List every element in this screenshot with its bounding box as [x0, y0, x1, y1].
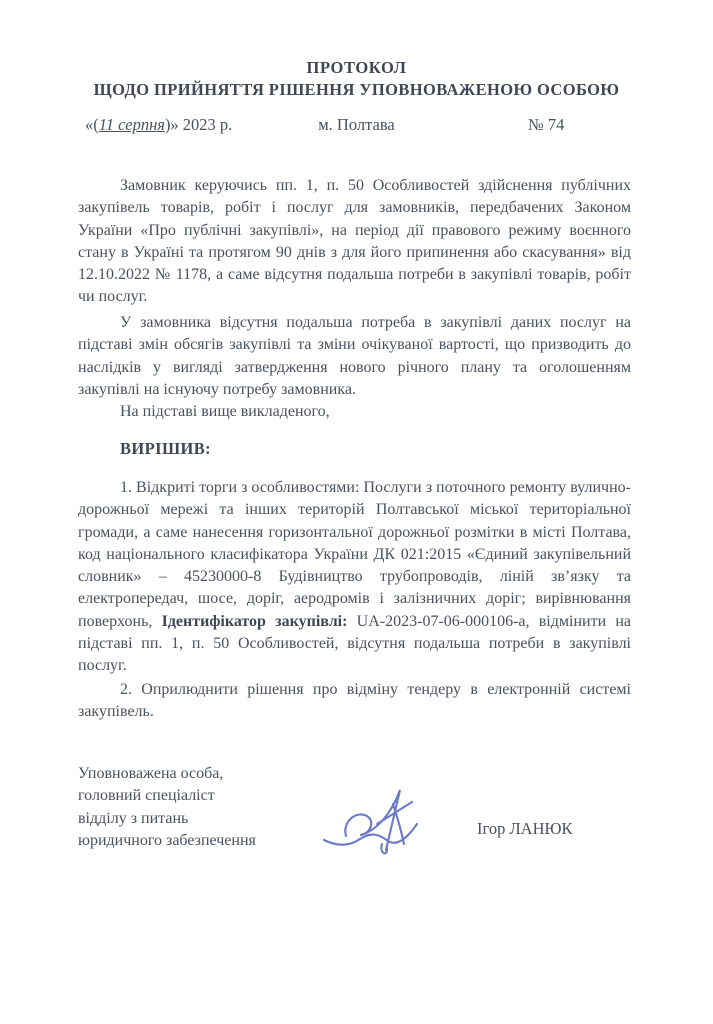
decision-heading: ВИРІШИВ:	[120, 439, 211, 458]
document-subtitle: ЩОДО ПРИЙНЯТТЯ РІШЕННЯ УПОВНОВАЖЕНОЮ ОСОБОЮ	[93, 80, 620, 99]
signature-ink-icon	[320, 776, 435, 864]
signatory-role-line: головний спеціаліст	[78, 787, 215, 805]
paragraph-lead-in: На підставі вище викладеного,	[120, 403, 330, 420]
date-suffix: )» 2023 р.	[164, 115, 233, 134]
date-prefix: «(	[85, 115, 99, 134]
document-title: ПРОТОКОЛ	[306, 58, 407, 77]
date-value: 11 серпня	[98, 115, 165, 134]
decision-item-1-tail: UA-2023-07-06-000106-а, відмінити на підставі пп. 1, п. 50 Особливостей, відсутня подальша потреби в закупівлі послуг.	[78, 612, 632, 675]
signatory-name: Ігор ЛАНЮК	[477, 819, 573, 838]
paragraph-justification: У замовника відсутня подальша потреба в закупівлі даних послуг на підставі змін обсягів закупівлі та зміни очікуваної вартості, що призводить до наслідків у вигляді затвердження нового річного плану та оголошенням закупівлі на існуючу потребу замовника.	[78, 314, 631, 398]
purchase-identifier-label: Ідентифікатор закупівлі:	[161, 612, 348, 630]
meta-row	[0, 115, 713, 139]
signatory-role-block	[78, 763, 256, 853]
document-city: м. Полтава	[318, 115, 395, 134]
signatory-role-line: відділу з питань	[78, 809, 189, 827]
signatory-role-line: юридичного забезпечення	[78, 832, 256, 850]
paragraph-preamble: Замовник керуючись пп. 1, п. 50 Особливостей здійснення публічних закупівель товарів, робіт і послуг для замовників, передбачених Законом України «Про публічні закупівлі», на період дії правового режиму воєнного стану в Україні та протягом 90 днів з для його припинення або скасування» від 12.10.2022 № 1178, а саме відсутня подальша потреби в закупівлі товарів, робіт чи послуг.	[78, 177, 631, 306]
signatory-role-line: Уповноважена особа,	[78, 765, 224, 782]
decision-item-1-text: 1. Відкриті торги з особливостями: Послуги з поточного ремонту вулично-дорожньої мережі та інших територій Полтавської міської територіальної громади, а саме нанесення горизонтальної дорожньої розмітки в місті Полтава, код національного класифікатора України ДК 021:2015 «Єдиний закупівельний словник» – 45230000-8 Будівництво трубопроводів, ліній зв’язку та електропередач, шосе, доріг, аеродромів і залізничних доріг; вирівнювання поверхонь,	[78, 479, 631, 630]
document-number: № 74	[528, 115, 565, 134]
decision-item-1	[78, 477, 631, 678]
decision-item-2: 2. Оприлюднити рішення про відміну тендеру в електронній системі закупівель.	[78, 681, 631, 721]
